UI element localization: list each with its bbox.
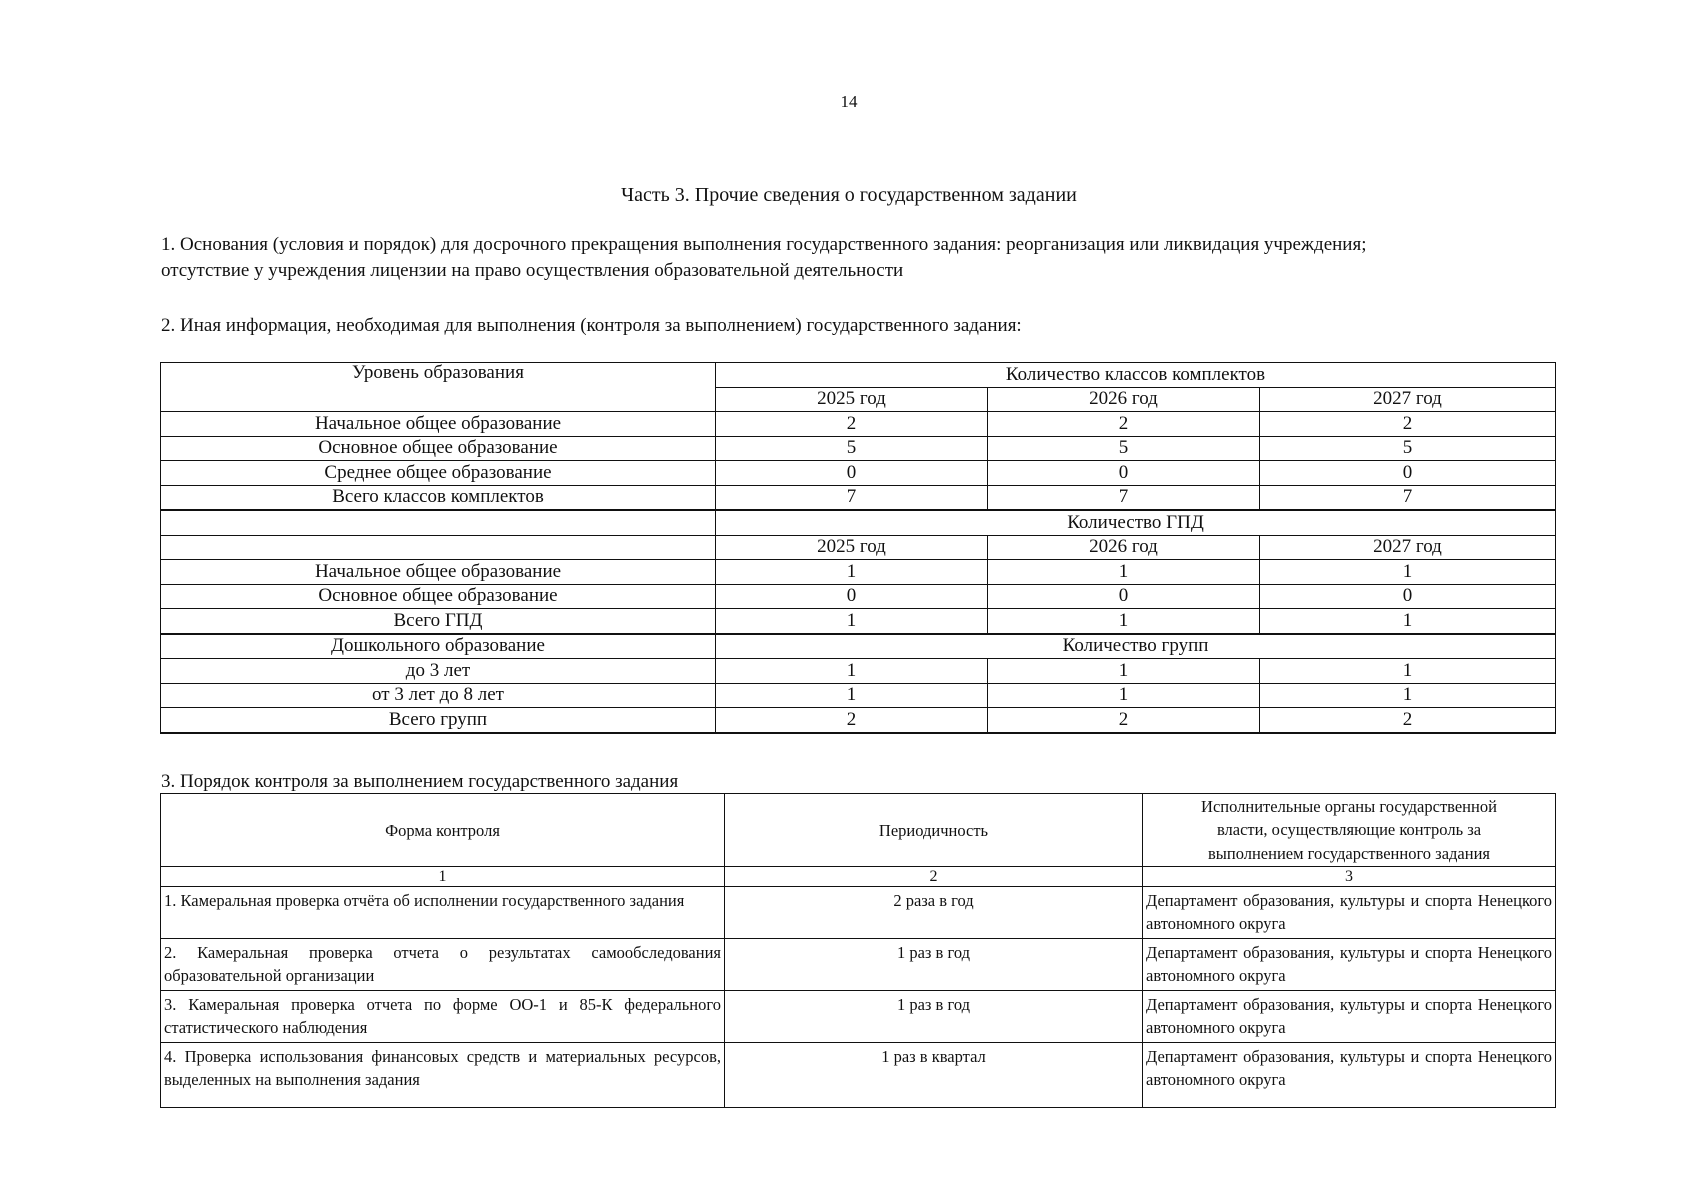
row-label: Начальное общее образование bbox=[161, 560, 716, 585]
column-number: 3 bbox=[1143, 867, 1556, 887]
section-1-line-1: 1. Основания (условия и порядок) для досрочного прекращения выполнения государственного задания: реорганизация или ликвидация учреждения; bbox=[161, 234, 1367, 255]
cell-value: 0 bbox=[716, 461, 988, 486]
cell-value: 2 bbox=[716, 412, 988, 437]
cell-value: 1 bbox=[988, 560, 1260, 585]
cell-value: 7 bbox=[988, 485, 1260, 510]
cell-value: 1 bbox=[1260, 560, 1556, 585]
authorities-header-line: выполнением государственного задания bbox=[1208, 843, 1490, 863]
control-frequency: 1 раз в год bbox=[725, 991, 1143, 1043]
row-label: Основное общее образование bbox=[161, 436, 716, 461]
control-authority: Департамент образования, культуры и спорта Ненецкого автономного округа bbox=[1143, 991, 1556, 1043]
control-frequency: 2 раза в год bbox=[725, 887, 1143, 939]
cell-value: 2 bbox=[716, 708, 988, 733]
cell-value: 0 bbox=[988, 461, 1260, 486]
control-form: 4. Проверка использования финансовых средств и материальных ресурсов, выделенных на выполнения задания bbox=[161, 1043, 725, 1108]
classes-header: Количество классов комплектов bbox=[716, 363, 1556, 388]
cell-value: 2 bbox=[1260, 412, 1556, 437]
education-levels-table bbox=[160, 362, 1556, 734]
control-authority: Департамент образования, культуры и спорта Ненецкого автономного округа bbox=[1143, 1043, 1556, 1108]
authorities-header-line: власти, осуществляющие контроль за bbox=[1216, 820, 1482, 840]
column-number: 2 bbox=[725, 867, 1143, 887]
row-label: Всего ГПД bbox=[161, 609, 716, 634]
row-label: Всего классов комплектов bbox=[161, 485, 716, 510]
year-header: 2027 год bbox=[1260, 535, 1556, 560]
row-label: до 3 лет bbox=[161, 659, 716, 684]
level-header: Уровень образования bbox=[161, 363, 716, 412]
cell-value: 2 bbox=[988, 412, 1260, 437]
cell-value: 1 bbox=[716, 683, 988, 708]
year-header: 2026 год bbox=[988, 387, 1260, 412]
section-1-paragraph bbox=[161, 232, 1561, 284]
row-label: Всего групп bbox=[161, 708, 716, 733]
control-form: 1. Камеральная проверка отчёта об исполнении государственного задания bbox=[161, 887, 725, 939]
cell-value: 1 bbox=[988, 659, 1260, 684]
cell-value: 2 bbox=[1260, 708, 1556, 733]
section-1-line-2: отсутствие у учреждения лицензии на право осуществления образовательной деятельности bbox=[161, 260, 904, 281]
cell-value: 0 bbox=[1260, 461, 1556, 486]
cell-value: 1 bbox=[1260, 683, 1556, 708]
row-label: Начальное общее образование bbox=[161, 412, 716, 437]
cell-value: 1 bbox=[716, 609, 988, 634]
section-2-title: 2. Иная информация, необходимая для выполнения (контроля за выполнением) государственного задания: bbox=[161, 315, 1022, 336]
cell-value: 5 bbox=[1260, 436, 1556, 461]
cell-value: 1 bbox=[988, 609, 1260, 634]
cell-value: 7 bbox=[716, 485, 988, 510]
preschool-label: Дошкольного образование bbox=[161, 634, 716, 659]
authorities-header-line: Исполнительные органы государственной bbox=[1201, 796, 1497, 816]
section-3-title: 3. Порядок контроля за выполнением государственного задания bbox=[161, 771, 679, 792]
cell-value: 1 bbox=[716, 659, 988, 684]
cell-value: 2 bbox=[988, 708, 1260, 733]
year-header: 2027 год bbox=[1260, 387, 1556, 412]
cell-value: 7 bbox=[1260, 485, 1556, 510]
year-header: 2025 год bbox=[716, 387, 988, 412]
empty-cell bbox=[161, 535, 716, 560]
page-number: 14 bbox=[840, 92, 858, 111]
frequency-header: Периодичность bbox=[725, 794, 1143, 867]
cell-value: 1 bbox=[1260, 659, 1556, 684]
empty-cell bbox=[161, 510, 716, 535]
groups-header: Количество групп bbox=[716, 634, 1556, 659]
control-authority: Департамент образования, культуры и спорта Ненецкого автономного округа bbox=[1143, 887, 1556, 939]
year-header: 2025 год bbox=[716, 535, 988, 560]
cell-value: 5 bbox=[988, 436, 1260, 461]
row-label: Среднее общее образование bbox=[161, 461, 716, 486]
control-frequency: 1 раз в квартал bbox=[725, 1043, 1143, 1108]
year-header: 2026 год bbox=[988, 535, 1260, 560]
column-number: 1 bbox=[161, 867, 725, 887]
control-authority: Департамент образования, культуры и спорта Ненецкого автономного округа bbox=[1143, 939, 1556, 991]
cell-value: 1 bbox=[716, 560, 988, 585]
control-form: 2. Камеральная проверка отчета о результатах самообследования образовательной организации bbox=[161, 939, 725, 991]
part-title: Часть 3. Прочие сведения о государственном задании bbox=[621, 184, 1077, 206]
form-header: Форма контроля bbox=[161, 794, 725, 867]
cell-value: 1 bbox=[988, 683, 1260, 708]
control-frequency: 1 раз в год bbox=[725, 939, 1143, 991]
row-label: от 3 лет до 8 лет bbox=[161, 683, 716, 708]
cell-value: 0 bbox=[716, 584, 988, 609]
gpd-header: Количество ГПД bbox=[716, 510, 1556, 535]
cell-value: 1 bbox=[1260, 609, 1556, 634]
control-form: 3. Камеральная проверка отчета по форме ОО-1 и 85-К федерального статистического наблюдения bbox=[161, 991, 725, 1043]
cell-value: 5 bbox=[716, 436, 988, 461]
control-procedure-table bbox=[160, 793, 1556, 1108]
cell-value: 0 bbox=[988, 584, 1260, 609]
authorities-header bbox=[1143, 794, 1556, 867]
cell-value: 0 bbox=[1260, 584, 1556, 609]
row-label: Основное общее образование bbox=[161, 584, 716, 609]
